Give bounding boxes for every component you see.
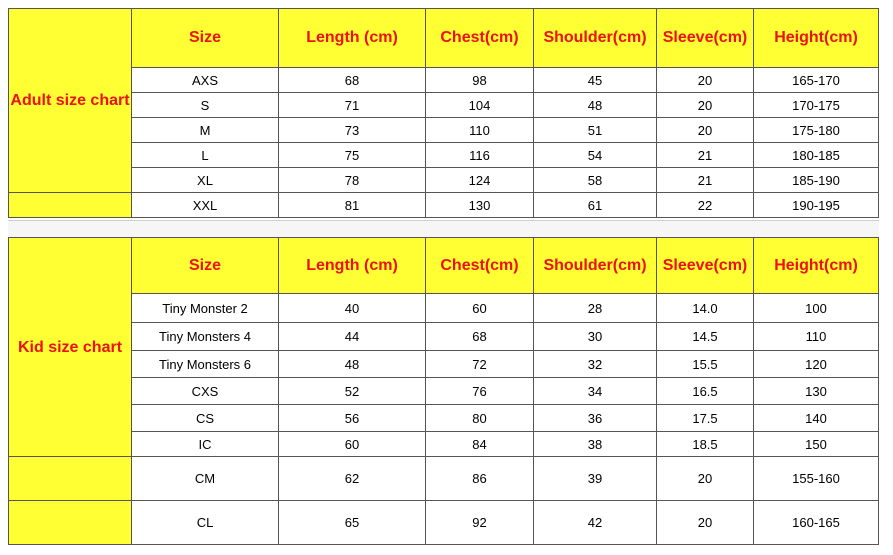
cell-size: S xyxy=(132,93,279,118)
header-chest: Chest(cm) xyxy=(426,238,534,294)
cell-sleeve: 20 xyxy=(657,501,754,545)
header-height: Height(cm) xyxy=(754,9,879,68)
table-row xyxy=(9,294,879,323)
cell-chest: 68 xyxy=(426,323,534,351)
cell-sleeve: 21 xyxy=(657,168,754,193)
kid-size-chart-label: Kid size chart xyxy=(9,238,132,457)
table-row xyxy=(9,118,879,143)
cell-size: L xyxy=(132,143,279,168)
cell-length: 44 xyxy=(279,323,426,351)
table-row xyxy=(9,193,879,218)
kid-header-row xyxy=(9,238,879,294)
cell-size: M xyxy=(132,118,279,143)
cell-height: 180-185 xyxy=(754,143,879,168)
adult-size-chart-label: Adult size chart xyxy=(9,9,132,193)
cell-height: 100 xyxy=(754,294,879,323)
cell-chest: 84 xyxy=(426,432,534,457)
cell-shoulder: 61 xyxy=(534,193,657,218)
cell-shoulder: 45 xyxy=(534,68,657,93)
cell-sleeve: 20 xyxy=(657,68,754,93)
cell-height: 110 xyxy=(754,323,879,351)
cell-shoulder: 51 xyxy=(534,118,657,143)
header-shoulder: Shoulder(cm) xyxy=(534,9,657,68)
cell-size: Tiny Monsters 6 xyxy=(132,351,279,378)
cell-length: 56 xyxy=(279,405,426,432)
header-shoulder: Shoulder(cm) xyxy=(534,238,657,294)
cell-sleeve: 21 xyxy=(657,143,754,168)
table-row xyxy=(9,501,879,545)
cell-length: 81 xyxy=(279,193,426,218)
cell-height: 160-165 xyxy=(754,501,879,545)
cell-sleeve: 14.5 xyxy=(657,323,754,351)
cell-height: 120 xyxy=(754,351,879,378)
cell-shoulder: 30 xyxy=(534,323,657,351)
cell-chest: 76 xyxy=(426,378,534,405)
cell-length: 52 xyxy=(279,378,426,405)
table-row xyxy=(9,143,879,168)
cell-height: 175-180 xyxy=(754,118,879,143)
cell-length: 73 xyxy=(279,118,426,143)
cell-size: XL xyxy=(132,168,279,193)
cell-sleeve: 20 xyxy=(657,118,754,143)
cell-sleeve: 14.0 xyxy=(657,294,754,323)
side-filler xyxy=(9,457,132,501)
cell-size: CXS xyxy=(132,378,279,405)
table-row xyxy=(9,168,879,193)
cell-size: IC xyxy=(132,432,279,457)
cell-shoulder: 54 xyxy=(534,143,657,168)
cell-size: Tiny Monster 2 xyxy=(132,294,279,323)
cell-chest: 60 xyxy=(426,294,534,323)
header-sleeve: Sleeve(cm) xyxy=(657,238,754,294)
header-chest: Chest(cm) xyxy=(426,9,534,68)
cell-shoulder: 58 xyxy=(534,168,657,193)
cell-sleeve: 20 xyxy=(657,457,754,501)
cell-height: 150 xyxy=(754,432,879,457)
cell-length: 75 xyxy=(279,143,426,168)
cell-sleeve: 15.5 xyxy=(657,351,754,378)
cell-chest: 110 xyxy=(426,118,534,143)
cell-chest: 92 xyxy=(426,501,534,545)
cell-size: CS xyxy=(132,405,279,432)
cell-length: 62 xyxy=(279,457,426,501)
cell-length: 48 xyxy=(279,351,426,378)
cell-size: Tiny Monsters 4 xyxy=(132,323,279,351)
cell-chest: 116 xyxy=(426,143,534,168)
cell-height: 190-195 xyxy=(754,193,879,218)
cell-height: 170-175 xyxy=(754,93,879,118)
table-row xyxy=(9,457,879,501)
side-filler xyxy=(9,193,132,218)
cell-chest: 98 xyxy=(426,68,534,93)
table-row xyxy=(9,351,879,378)
cell-sleeve: 17.5 xyxy=(657,405,754,432)
side-filler xyxy=(9,501,132,545)
kid-size-table xyxy=(8,237,879,545)
cell-chest: 130 xyxy=(426,193,534,218)
table-row xyxy=(9,378,879,405)
cell-sleeve: 22 xyxy=(657,193,754,218)
cell-chest: 86 xyxy=(426,457,534,501)
cell-chest: 124 xyxy=(426,168,534,193)
cell-length: 60 xyxy=(279,432,426,457)
adult-header-row xyxy=(9,9,879,68)
cell-shoulder: 28 xyxy=(534,294,657,323)
table-row xyxy=(9,432,879,457)
cell-height: 155-160 xyxy=(754,457,879,501)
cell-sleeve: 18.5 xyxy=(657,432,754,457)
table-row xyxy=(9,405,879,432)
cell-shoulder: 36 xyxy=(534,405,657,432)
header-size: Size xyxy=(132,9,279,68)
cell-length: 65 xyxy=(279,501,426,545)
cell-shoulder: 48 xyxy=(534,93,657,118)
cell-length: 78 xyxy=(279,168,426,193)
cell-chest: 104 xyxy=(426,93,534,118)
cell-size: CM xyxy=(132,457,279,501)
cell-shoulder: 32 xyxy=(534,351,657,378)
cell-shoulder: 34 xyxy=(534,378,657,405)
table-separator xyxy=(8,220,879,238)
header-length: Length (cm) xyxy=(279,238,426,294)
cell-sleeve: 16.5 xyxy=(657,378,754,405)
header-size: Size xyxy=(132,238,279,294)
cell-length: 68 xyxy=(279,68,426,93)
cell-length: 71 xyxy=(279,93,426,118)
cell-height: 140 xyxy=(754,405,879,432)
cell-length: 40 xyxy=(279,294,426,323)
adult-size-table xyxy=(8,8,879,218)
cell-sleeve: 20 xyxy=(657,93,754,118)
table-row xyxy=(9,323,879,351)
header-height: Height(cm) xyxy=(754,238,879,294)
cell-chest: 72 xyxy=(426,351,534,378)
cell-size: XXL xyxy=(132,193,279,218)
cell-shoulder: 42 xyxy=(534,501,657,545)
header-length: Length (cm) xyxy=(279,9,426,68)
cell-size: AXS xyxy=(132,68,279,93)
table-row xyxy=(9,68,879,93)
cell-height: 165-170 xyxy=(754,68,879,93)
cell-shoulder: 38 xyxy=(534,432,657,457)
cell-height: 185-190 xyxy=(754,168,879,193)
table-row xyxy=(9,93,879,118)
cell-height: 130 xyxy=(754,378,879,405)
cell-chest: 80 xyxy=(426,405,534,432)
cell-shoulder: 39 xyxy=(534,457,657,501)
header-sleeve: Sleeve(cm) xyxy=(657,9,754,68)
cell-size: CL xyxy=(132,501,279,545)
